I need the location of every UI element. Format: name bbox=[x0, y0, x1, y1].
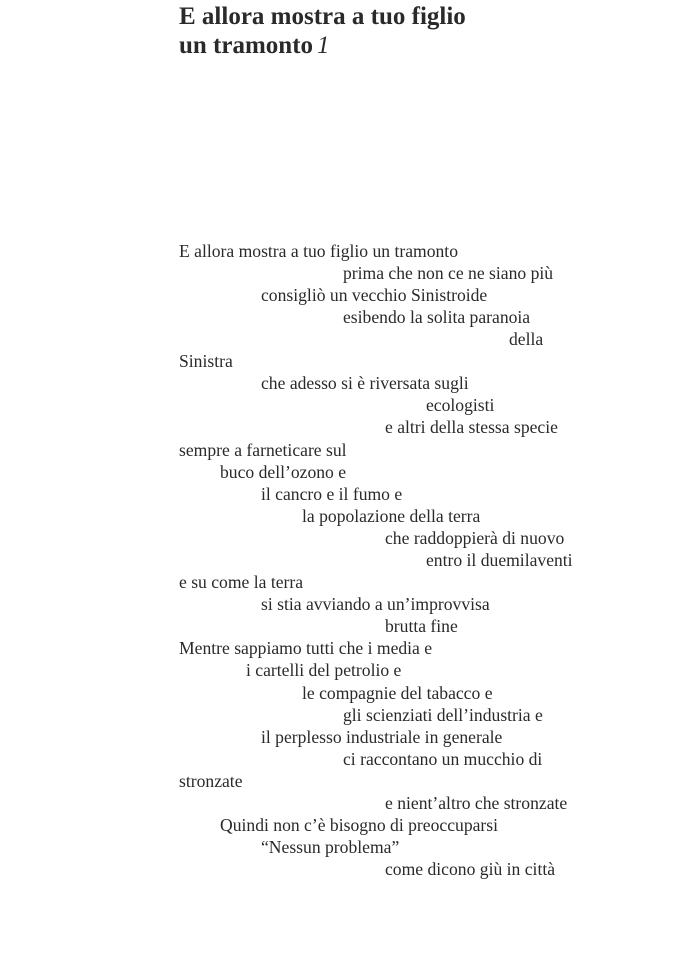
poem-line: e su come la terra bbox=[179, 572, 304, 592]
poem-line: la popolazione della terra bbox=[302, 506, 481, 526]
title-line-2: un tramonto bbox=[179, 32, 314, 59]
title-line-1: E allora mostra a tuo figlio bbox=[179, 3, 466, 30]
poem-title bbox=[179, 2, 466, 60]
poem-line: consigliò un vecchio Sinistroide bbox=[261, 285, 488, 305]
poem-line: il cancro e il fumo e bbox=[261, 484, 403, 504]
poem-line: entro il duemilaventi bbox=[426, 550, 573, 570]
poem-line: prima che non ce ne siano più bbox=[343, 263, 554, 283]
poem-line: si stia avviando a un’improvvisa bbox=[261, 594, 490, 614]
poem-line: e nient’altro che stronzate bbox=[385, 793, 568, 813]
poem-line: buco dell’ozono e bbox=[220, 462, 347, 482]
poem-line: le compagnie del tabacco e bbox=[302, 683, 493, 703]
poem-line: Mentre sappiamo tutti che i media e bbox=[179, 638, 433, 658]
poem-line: Sinistra bbox=[179, 351, 233, 371]
poem-line: E allora mostra a tuo figlio un tramonto bbox=[179, 241, 458, 261]
poem-line: “Nessun problema” bbox=[261, 837, 400, 857]
poem-line: ci raccontano un mucchio di bbox=[343, 749, 543, 769]
poem-line: come dicono giù in città bbox=[385, 859, 556, 879]
poem-line: della bbox=[509, 329, 544, 349]
poem-line: esibendo la solita paranoia bbox=[343, 307, 531, 327]
title-number: 1 bbox=[317, 32, 330, 59]
poem-line: che adesso si è riversata sugli bbox=[261, 373, 469, 393]
poem-line: gli scienziati dell’industria e bbox=[343, 705, 543, 725]
poem-line: che raddoppierà di nuovo bbox=[385, 528, 565, 548]
poem-line: e altri della stessa specie bbox=[385, 417, 558, 437]
poem-line: Quindi non c’è bisogno di preoccuparsi bbox=[220, 815, 499, 835]
poem-line: stronzate bbox=[179, 771, 243, 791]
poem-line: brutta fine bbox=[385, 616, 458, 636]
poem-line: sempre a farneticare sul bbox=[179, 440, 347, 460]
poem-line: ecologisti bbox=[426, 395, 495, 415]
poem-line: i cartelli del petrolio e bbox=[246, 660, 402, 680]
poem-line: il perplesso industriale in generale bbox=[261, 727, 503, 747]
